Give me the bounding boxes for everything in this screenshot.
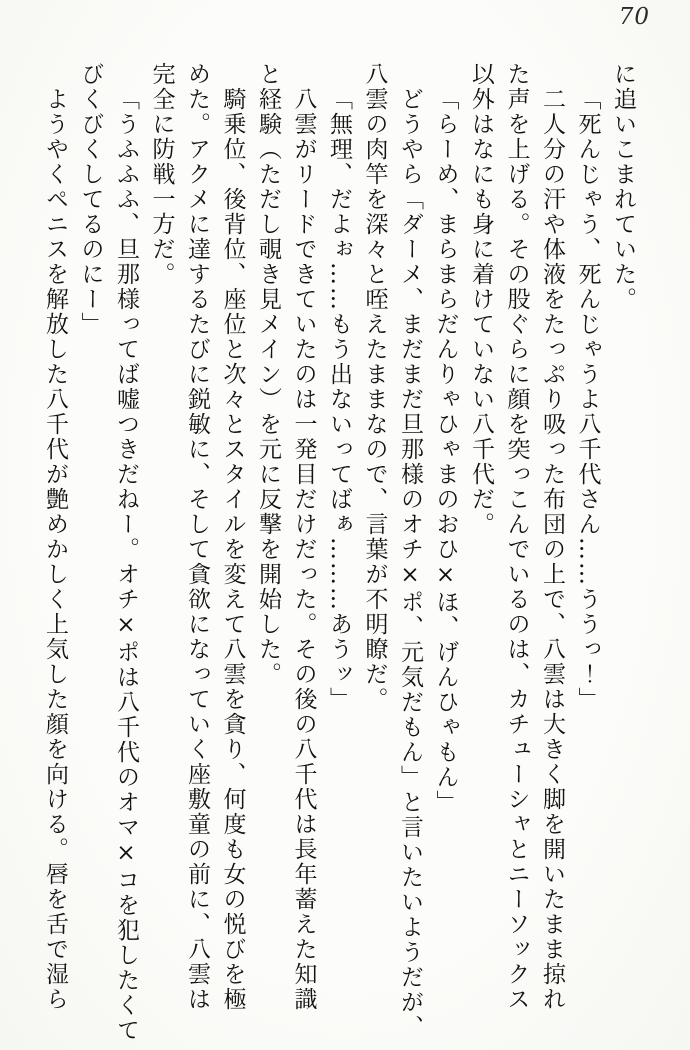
text-line: めた。アクメに達するたびに鋭敏に、そして貪欲になっていく座敷童の前に、八雲は — [184, 62, 210, 1012]
text-line: 八雲の肉竿を深々と咥えたままなので、言葉が不明瞭だ。 — [361, 62, 388, 712]
text-line: 以外はなにも身に着けていない八千代だ。 — [468, 62, 494, 537]
text-line: 「うふふふ、旦那様ってば嘘つきだねー。オチ×ポは八千代のオマ×コを犯したくて — [113, 87, 139, 1043]
text-line: どうやら「ダーメ、まだまだ旦那様のオチ×ポ、元気だもん」と言いたいようだが、 — [397, 87, 423, 1040]
text-line: びくびくしてるのにー」 — [77, 62, 104, 337]
text-line: と経験（ただし覗き見メイン）を元に反撃を開始した。 — [255, 62, 281, 687]
text-line: た声を上げる。その股ぐらに顔を突っこんでいるのは、カチューシャとニーソックス — [503, 62, 530, 1012]
text-line: 「死んじゃう、死んじゃうよ八千代さん……ううっ！」 — [574, 87, 601, 712]
text-line: 「らーめ、まらまらだんりゃひゃまのおひ×ほ、げんひゃもん」 — [432, 87, 459, 815]
text-line: ようやくペニスを解放した八千代が艶めかしく上気した顔を向ける。唇を舌で湿ら — [42, 87, 68, 1012]
page-number: 70 — [618, 4, 650, 30]
text-line: に追いこまれていた。 — [610, 62, 636, 312]
text-line: 八雲がリードできていたのは一発目だけだった。その後の八千代は長年蓄えた知識 — [290, 87, 317, 1012]
text-line: 完全に防戦一方だ。 — [148, 62, 175, 287]
text-line: 「無理、だよぉ……もう出ないってばぁ………あうッ」 — [326, 87, 352, 712]
text-line: 騎乗位、後背位、座位と次々とスタイルを変えて八雲を貪り、何度も女の悦びを極 — [219, 87, 246, 1012]
vertical-text-block — [37, 62, 641, 1043]
text-line: 二人分の汗や体液をたっぷり吸った布団の上で、八雲は大きく脚を開いたまま掠れ — [539, 87, 565, 1012]
